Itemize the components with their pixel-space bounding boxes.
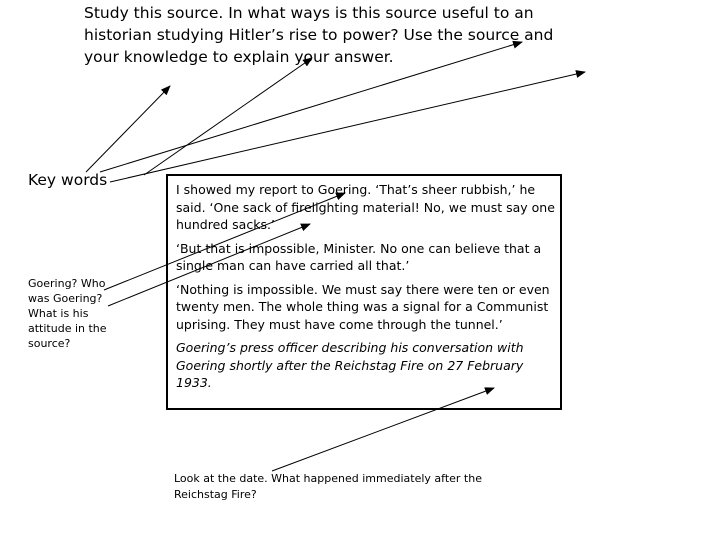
arrow-to-historian [86, 86, 170, 172]
date-annotation [174, 471, 514, 503]
annotation-line: source? [28, 337, 71, 350]
source-paragraph: I showed my report to Goering. ‘That’s sheer rubbish,’ he said. ‘One sack of firelighting material! No, we must say one hundred sacks.’ [176, 182, 555, 232]
annotation-line: Reichstag Fire? [174, 488, 257, 501]
question-line: historian studying Hitler’s rise to power? Use the source and [84, 26, 554, 44]
annotation-line: was Goering? [28, 292, 103, 305]
source-paragraph: ‘But that is impossible, Minister. No one can believe that a single man can have carried all that.’ [176, 240, 542, 273]
annotation-line: What is his [28, 307, 89, 320]
annotation-line: Goering? Who [28, 277, 106, 290]
arrow-to-rise-to-power [144, 58, 312, 175]
source-attribution: Goering’s press officer describing his conversation with Goering shortly after the Reichstag Fire on 27 February 1933. [176, 340, 524, 390]
arrow-to-your-knowledge [110, 72, 585, 182]
question-line: your knowledge to explain your answer. [84, 48, 394, 66]
annotation-line: Look at the date. What happened immediately after the [174, 472, 482, 485]
source-box [166, 174, 562, 410]
key-words-label: Key words [28, 171, 108, 189]
annotation-line: attitude in the [28, 322, 107, 335]
goering-annotation [28, 276, 132, 351]
source-paragraph: ‘Nothing is impossible. We must say there were ten or even twenty men. The whole thing was a signal for a Communist uprising. They must have come through the tunnel.’ [176, 281, 550, 332]
question-text [84, 2, 624, 68]
question-line: Study this source. In what ways is this source useful to an [84, 4, 534, 22]
